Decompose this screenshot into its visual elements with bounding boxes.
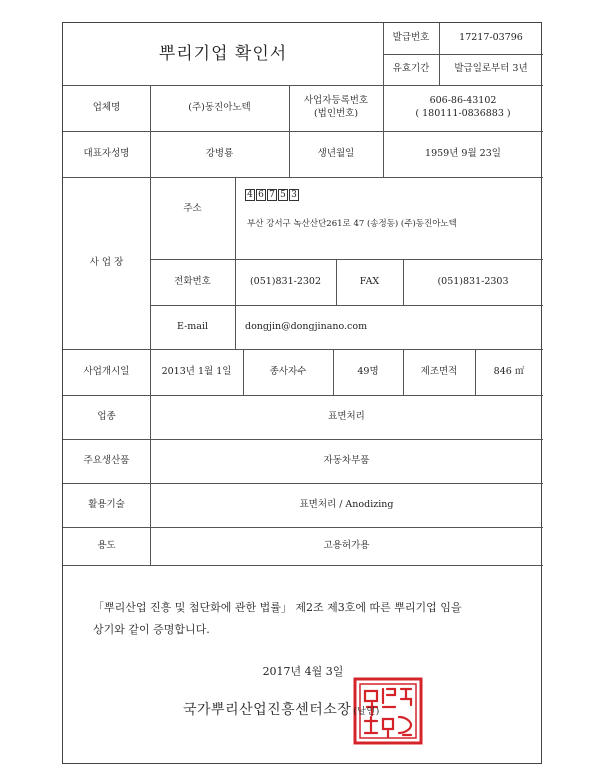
registration-number-label <box>289 85 383 131</box>
corporate-registration-number: ( 180111-0836883 ) <box>415 108 511 119</box>
purpose-value: 고용허가용 <box>323 539 370 551</box>
birthdate-value: 1959년 9월 23일 <box>425 147 501 159</box>
postal-digit: 6 <box>256 189 266 201</box>
company-name-value: (주)동진아노텍 <box>188 101 251 113</box>
representative-value: 강병룡 <box>205 147 234 159</box>
employees-value: 49명 <box>357 365 379 377</box>
registration-label-line2: (법인번호) <box>313 108 359 119</box>
technology-label: 활용기술 <box>88 498 125 510</box>
industry-label: 업종 <box>97 410 116 422</box>
address-label: 주소 <box>183 203 202 214</box>
issuer-title: 국가뿌리산업진흥센터소장 <box>183 702 352 718</box>
technology-value: 표면처리 / Anodizing <box>299 498 394 510</box>
birthdate-label: 생년월일 <box>317 147 355 159</box>
purpose-label: 용도 <box>97 539 116 551</box>
email-value: dongjin@dongjinano.com <box>245 320 368 332</box>
statement-line-1: 「뿌리산업 진흥 및 첨단화에 관한 법률」 제2조 제3호에 따른 뿌리기업 임을 <box>93 601 462 614</box>
start-date-label: 사업개시일 <box>83 365 130 377</box>
row-divider <box>63 565 543 566</box>
postal-digit: 3 <box>289 189 299 201</box>
issuer-name <box>183 699 380 719</box>
certificate-document <box>62 22 542 764</box>
postal-digit: 7 <box>267 189 277 201</box>
seal-mark-text: (날인) <box>353 707 380 717</box>
representative-label: 대표자성명 <box>83 147 130 159</box>
business-registration-number: 606-86-43102 <box>429 95 497 107</box>
manufacturing-area-value: 846 ㎡ <box>493 365 525 377</box>
registration-label-line1: 사업자등록번호 <box>303 95 369 107</box>
postal-code-boxes <box>245 189 299 201</box>
issue-number-label: 발급번호 <box>392 32 430 44</box>
certification-statement <box>93 597 523 641</box>
main-product-value: 자동차부품 <box>323 454 370 466</box>
phone-value: (051)831-2302 <box>249 275 322 287</box>
fax-value: (051)831-2303 <box>437 275 509 287</box>
company-name-label: 업체명 <box>92 101 121 113</box>
statement-line-2: 상기와 같이 증명합니다. <box>93 623 210 636</box>
issue-number-value: 17217-03796 <box>459 32 523 44</box>
main-product-label: 주요생산품 <box>83 454 130 466</box>
address-value: 부산 강서구 녹산산단261로 47 (송정동) (주)동진아노텍 <box>247 219 457 230</box>
fax-label: FAX <box>359 275 380 287</box>
postal-digit: 5 <box>278 189 288 201</box>
validity-label: 유효기간 <box>392 63 430 75</box>
employees-label: 종사자수 <box>269 365 307 377</box>
email-label: E-mail <box>176 320 209 332</box>
manufacturing-area-label: 제조면적 <box>420 365 458 377</box>
document-title: 뿌리기업 확인서 <box>158 43 288 64</box>
phone-label: 전화번호 <box>174 275 211 287</box>
postal-digit: 4 <box>245 189 255 201</box>
issue-date: 2017년 4월 3일 <box>262 665 344 678</box>
registration-number-value <box>383 85 543 131</box>
business-site-label: 사 업 장 <box>89 256 124 268</box>
start-date-value: 2013년 1월 1일 <box>161 365 232 377</box>
validity-value: 발급일로부터 3년 <box>454 63 528 75</box>
industry-value: 표면처리 <box>328 410 365 422</box>
